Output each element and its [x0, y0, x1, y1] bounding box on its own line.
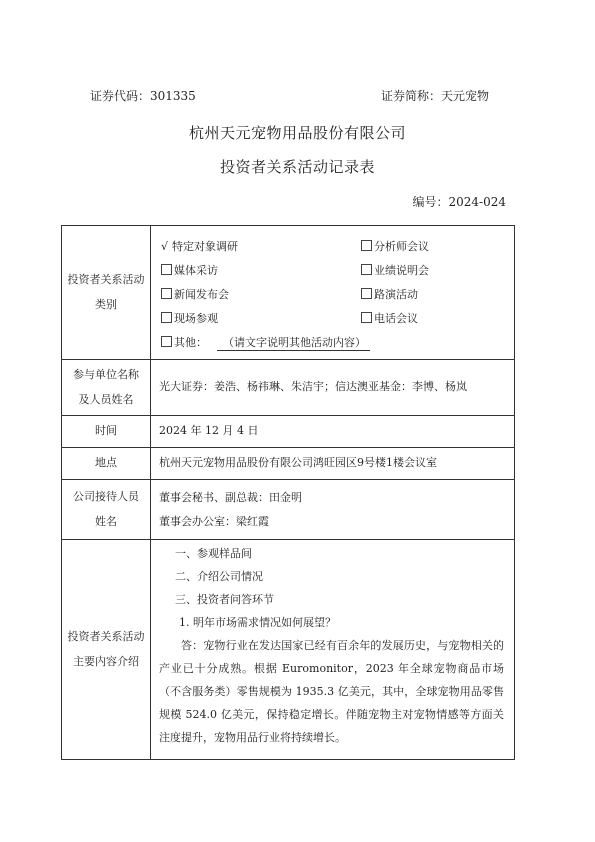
time-value: 2024 年 12 月 4 日: [151, 416, 515, 448]
option-site-visit[interactable]: 现场参观: [161, 311, 361, 328]
participants-value: 光大证券：姜浩、杨祎琳、朱洁宇；信达澳亚基金：李博、杨岚: [151, 360, 515, 416]
checkbox-icon: [161, 288, 172, 299]
option-analyst-meeting[interactable]: 分析师会议: [361, 239, 429, 256]
content-item: 二、介绍公司情况: [175, 570, 263, 583]
checkbox-icon: [161, 312, 172, 323]
stock-short-name: 证券简称：天元宠物: [381, 89, 490, 103]
checkbox-icon: [361, 240, 372, 251]
checkbox-icon: [361, 264, 372, 275]
record-table: [61, 225, 515, 760]
row-activity-type: [62, 226, 515, 360]
activity-type-label: 投资者关系活动 类别: [62, 226, 151, 360]
main-content-body: [151, 540, 515, 760]
row-reception: [62, 480, 515, 540]
location-value: 杭州天元宠物用品股份有限公司鸿旺园区9号楼1楼会议室: [151, 448, 515, 480]
check-mark-icon: √: [161, 239, 169, 253]
question-text: 1. 明年市场需求情况如何展望？: [179, 616, 336, 629]
checkbox-icon: [161, 336, 172, 347]
option-specific-research[interactable]: √ 特定对象调研: [161, 239, 361, 256]
document-title: 投资者关系活动记录表: [219, 158, 375, 176]
option-conference-call[interactable]: 电话会议: [361, 311, 418, 328]
activity-type-options: [151, 226, 515, 360]
checkbox-icon: [161, 264, 172, 275]
answer-text: 答：宠物行业在发达国家已经有百余年的发展历史，与宠物相关的产业已十分成熟。根据 Euromonitor，2023 年全球宠物商品市场（不含服务类）零售规模为 1935.3 亿美元，其中，全球宠物用品零售规模 524.0 亿美元，保持稳定增长。伴随宠物主对宠物情感等方面关注度提升，宠物用品行业将持续增长。: [159, 639, 504, 744]
option-media-interview[interactable]: 媒体采访: [161, 263, 361, 280]
stock-code: 证券代码：301335: [90, 89, 196, 103]
document-number: 编号：2024-024: [412, 195, 506, 209]
reception-secretary: 董事会秘书、副总裁：田金明: [159, 490, 302, 504]
participants-label: 参与单位名称 及人员姓名: [62, 360, 151, 416]
option-roadshow[interactable]: 路演活动: [361, 287, 418, 304]
content-item: 一、参观样品间: [175, 547, 252, 560]
option-earnings-briefing[interactable]: 业绩说明会: [361, 263, 429, 280]
content-item: 三、投资者问答环节: [175, 593, 274, 606]
other-description: （请文字说明其他活动内容）: [217, 336, 370, 351]
row-main-content: [62, 540, 515, 760]
checkbox-icon: [361, 312, 372, 323]
reception-label: 公司接待人员 姓名: [62, 480, 151, 540]
row-time: [62, 416, 515, 448]
location-label: 地点: [62, 448, 151, 480]
option-press-conference[interactable]: 新闻发布会: [161, 287, 361, 304]
time-label: 时间: [62, 416, 151, 448]
row-participants: [62, 360, 515, 416]
reception-value: [151, 480, 515, 540]
main-content-label: 投资者关系活动 主要内容介绍: [62, 540, 151, 760]
company-title: 杭州天元宠物用品股份有限公司: [188, 124, 406, 142]
option-other[interactable]: 其他： （请文字说明其他活动内容）: [161, 335, 370, 352]
reception-office: 董事会办公室：梁红霞: [159, 514, 269, 528]
row-location: [62, 448, 515, 480]
checkbox-icon: [361, 288, 372, 299]
